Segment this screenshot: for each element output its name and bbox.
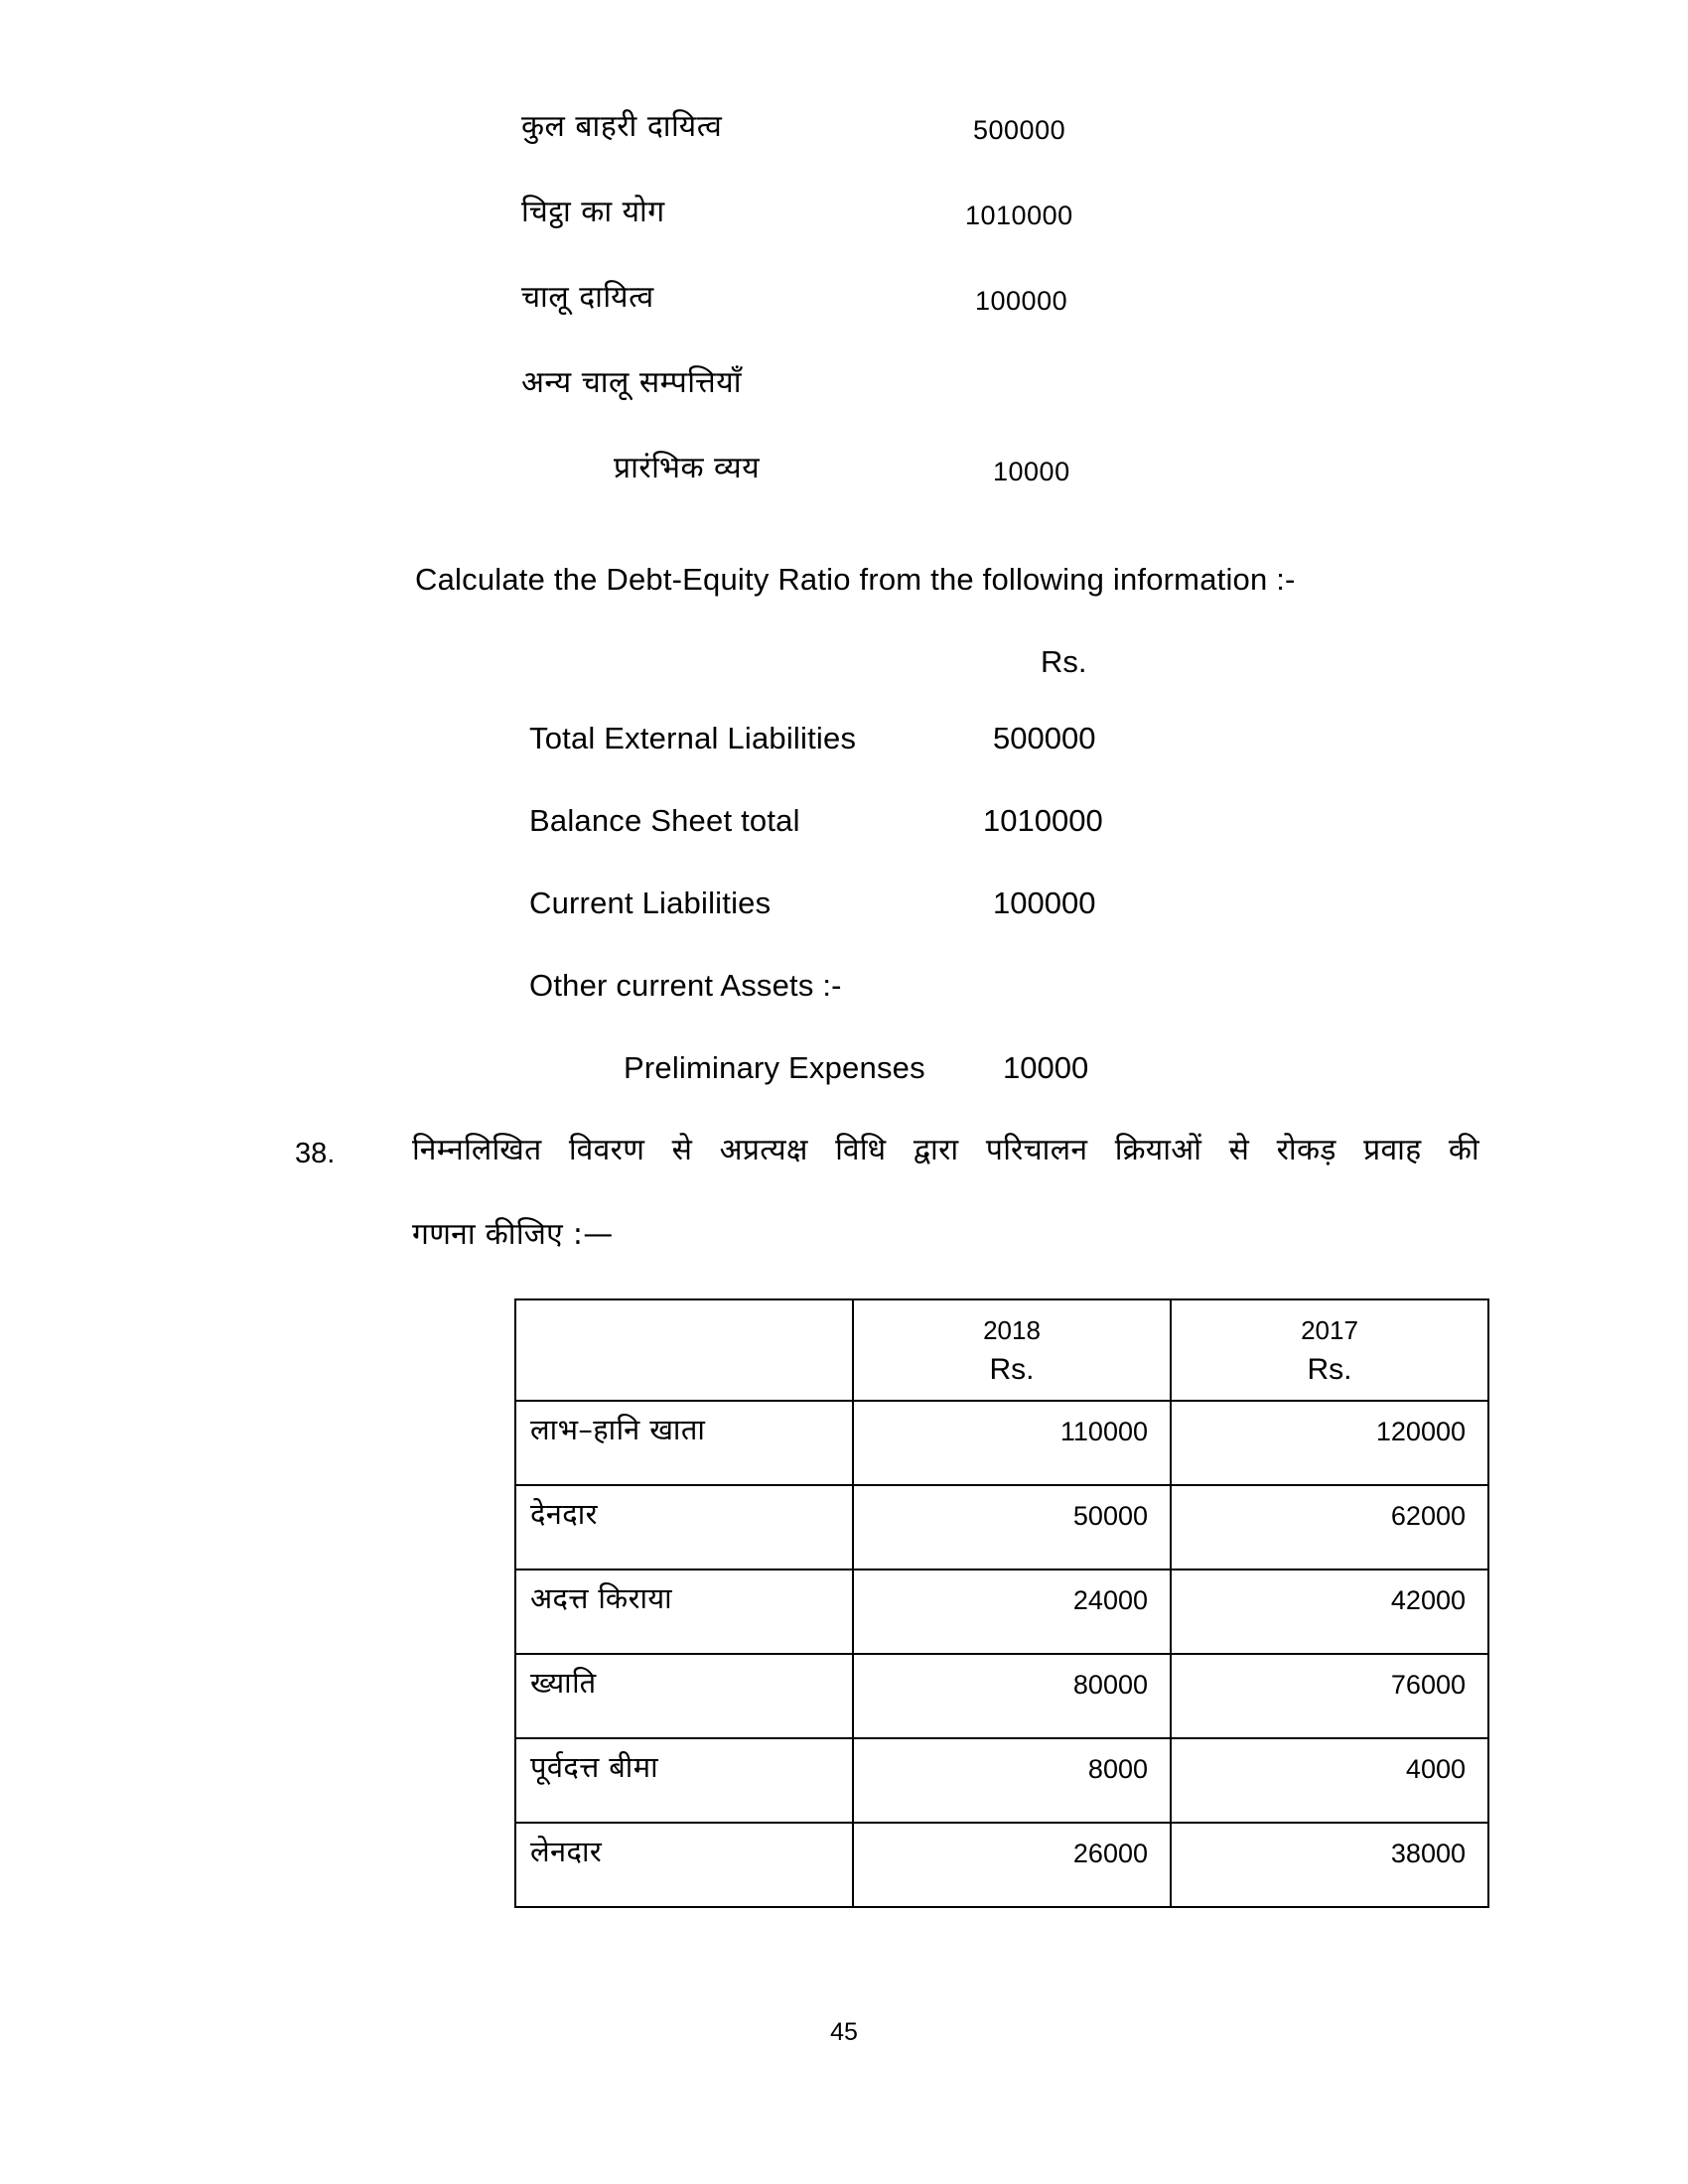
list-item-value: 1010000 [983, 803, 1103, 838]
list-item-value: 500000 [973, 115, 1066, 145]
question-number: 38. [295, 1138, 336, 1169]
table-header-2018 [853, 1299, 1171, 1401]
list-item-label: Balance Sheet total [529, 803, 800, 838]
table-header-2017-year: 2017 [1301, 1315, 1358, 1345]
table-cell-item-name: ख्याति [515, 1654, 853, 1738]
question-word: द्वारा [913, 1133, 959, 1167]
list-item-value: 10000 [1003, 1050, 1089, 1085]
question-word: से [671, 1133, 693, 1167]
table-cell-value-2018: 8000 [853, 1738, 1171, 1823]
table-header-2017-currency: Rs. [1307, 1353, 1352, 1386]
list-item-value: 100000 [975, 286, 1068, 316]
list-item-label: Preliminary Expenses [624, 1050, 925, 1085]
list-item-value: 10000 [993, 457, 1070, 486]
table-row [515, 1401, 1488, 1485]
cash-flow-table-container [514, 1298, 1487, 1908]
list-item-label: चिट्ठा का योग [521, 195, 665, 229]
list-item [0, 363, 1688, 449]
question-word: परिचालन [985, 1133, 1088, 1167]
english-balance-list [0, 717, 1688, 1129]
list-item-value: 1010000 [965, 201, 1073, 230]
list-item [0, 449, 1688, 534]
question-word: प्रवाह [1363, 1133, 1422, 1167]
table-header-row [515, 1299, 1488, 1401]
list-item-label: Total External Liabilities [529, 721, 857, 755]
list-item [0, 278, 1688, 363]
question-word: रोकड़ [1276, 1133, 1336, 1167]
table-row [515, 1570, 1488, 1654]
list-item-label: Other current Assets :- [529, 968, 842, 1003]
page-number: 45 [830, 2018, 858, 2046]
table-header-2018-currency: Rs. [989, 1353, 1035, 1386]
list-item-label: Current Liabilities [529, 886, 772, 920]
cash-flow-table [514, 1298, 1489, 1908]
table-row [515, 1485, 1488, 1570]
question-word: निम्नलिखित [412, 1133, 542, 1167]
list-item-label: प्रारंभिक व्यय [614, 451, 761, 485]
table-cell-item-name: लाभ–हानि खाता [515, 1401, 853, 1485]
list-item-label: कुल बाहरी दायित्व [521, 109, 723, 144]
question-text-line-1 [412, 1129, 1479, 1172]
table-cell-value-2018: 50000 [853, 1485, 1171, 1570]
table-cell-item-name: पूर्वदत्त बीमा [515, 1738, 853, 1823]
question-word: की [1448, 1133, 1479, 1167]
table-cell-value-2017: 4000 [1171, 1738, 1488, 1823]
list-item [0, 882, 1688, 964]
question-word: अप्रत्यक्ष [719, 1133, 808, 1167]
table-row [515, 1654, 1488, 1738]
list-item [0, 1046, 1688, 1129]
english-instruction: Calculate the Debt-Equity Ratio from the following information :- [415, 562, 1296, 597]
list-item [0, 193, 1688, 278]
table-cell-value-2017: 38000 [1171, 1823, 1488, 1907]
list-item [0, 717, 1688, 799]
table-cell-value-2018: 80000 [853, 1654, 1171, 1738]
table-row [515, 1738, 1488, 1823]
table-cell-value-2017: 120000 [1171, 1401, 1488, 1485]
table-header-blank [515, 1299, 853, 1401]
list-item [0, 964, 1688, 1046]
table-cell-item-name: अदत्त किराया [515, 1570, 853, 1654]
table-row [515, 1823, 1488, 1907]
table-cell-value-2017: 62000 [1171, 1485, 1488, 1570]
table-cell-item-name: देनदार [515, 1485, 853, 1570]
table-cell-value-2017: 42000 [1171, 1570, 1488, 1654]
list-item-label: अन्य चालू सम्पत्तियाँ [521, 365, 742, 400]
question-text-line-2: गणना कीजिए :— [412, 1217, 614, 1252]
question-word: विधि [835, 1133, 887, 1167]
table-header-2018-year: 2018 [983, 1315, 1041, 1345]
table-cell-value-2017: 76000 [1171, 1654, 1488, 1738]
table-cell-value-2018: 110000 [853, 1401, 1171, 1485]
list-item-value: 500000 [993, 721, 1096, 755]
question-word: विवरण [568, 1133, 645, 1167]
list-item [0, 799, 1688, 882]
list-item-label: चालू दायित्व [521, 280, 654, 315]
question-word: क्रियाओं [1114, 1133, 1202, 1167]
table-cell-value-2018: 26000 [853, 1823, 1171, 1907]
list-item-value: 100000 [993, 886, 1096, 920]
hindi-balance-list [0, 107, 1688, 534]
question-word: से [1228, 1133, 1250, 1167]
currency-header: Rs. [1041, 644, 1087, 679]
table-cell-value-2018: 24000 [853, 1570, 1171, 1654]
table-header-2017 [1171, 1299, 1488, 1401]
table-cell-item-name: लेनदार [515, 1823, 853, 1907]
list-item [0, 107, 1688, 193]
